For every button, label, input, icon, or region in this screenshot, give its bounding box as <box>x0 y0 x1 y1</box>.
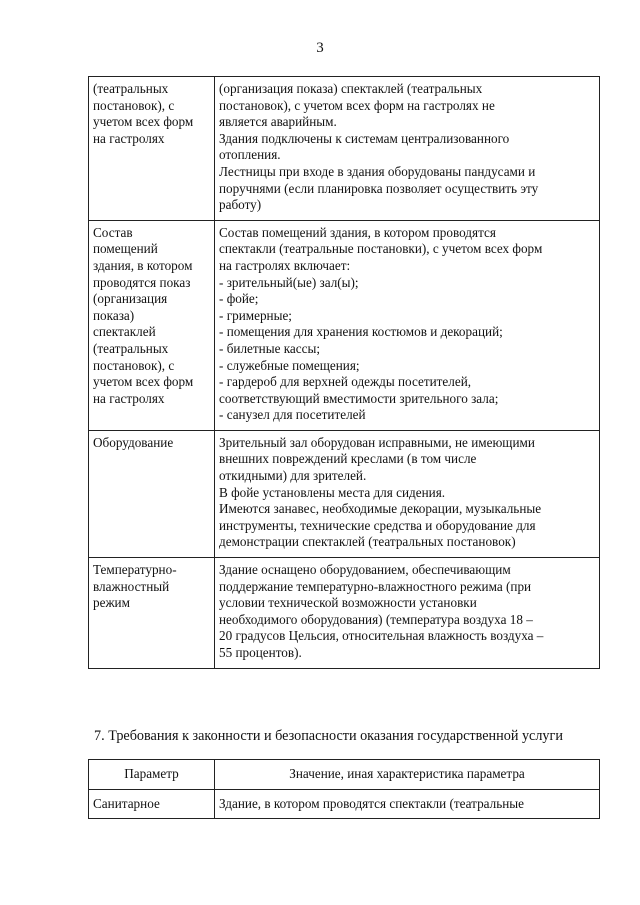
cell-text-line: Лестницы при входе в здания оборудованы пандусами и <box>219 163 536 179</box>
cell-text-line: (организация <box>93 291 168 307</box>
cell-text-line: учетом всех форм <box>93 374 194 390</box>
value-cell <box>215 789 600 819</box>
value-cell <box>215 558 600 669</box>
cell-text-line: отопления. <box>219 147 281 163</box>
table-row <box>89 430 600 557</box>
cell-text-line: (театральных <box>93 81 169 96</box>
cell-text-line: постановок), с учетом всех форм на гастролях не <box>219 97 495 113</box>
cell-text-line: режим <box>93 595 130 611</box>
param-cell <box>89 789 215 819</box>
cell-text-line: - фойе; <box>219 291 259 307</box>
cell-text-line: демонстрации спектаклей (театральных постановок) <box>219 534 516 550</box>
header-value: Значение, иная характеристика параметра <box>215 760 600 790</box>
cell-text-line: внешних повреждений креслами (в том числе <box>219 451 477 467</box>
table-row <box>89 77 600 221</box>
cell-text-line: спектаклей <box>93 324 156 340</box>
cell-text-line: 20 градусов Цельсия, относительная влажность воздуха – <box>219 628 544 644</box>
param-cell <box>89 77 215 221</box>
cell-text-line: Санитарное <box>93 795 160 811</box>
cell-text-line: проводятся показ <box>93 274 191 290</box>
cell-text-line: (театральных <box>93 340 169 356</box>
value-cell <box>215 430 600 557</box>
cell-text-line: инструменты, технические средства и оборудование для <box>219 517 536 533</box>
cell-text-line: Зрительный зал оборудован исправными, не имеющими <box>219 434 535 450</box>
table-row <box>89 558 600 669</box>
cell-text-line: поддержание температурно-влажностного режима (при <box>219 578 532 594</box>
cell-text-line: спектакли (театральные постановки), с учетом всех форм <box>219 241 543 257</box>
section-7-heading: 7. Требования к законности и безопасности оказания государственной услуги <box>94 728 563 744</box>
cell-text-line: Состав <box>93 224 133 240</box>
cell-text-line: постановок), с <box>93 97 175 113</box>
cell-text-line: - санузел для посетителей <box>219 407 366 423</box>
param-cell <box>89 430 215 557</box>
cell-text-line: - гримерные; <box>219 307 292 323</box>
cell-text-line: на гастролях включает: <box>219 257 351 273</box>
value-cell <box>215 77 600 221</box>
table-row <box>89 220 600 430</box>
cell-text-line: (организация показа) спектаклей (театральных <box>219 81 483 96</box>
cell-text-line: Температурно- <box>93 562 177 578</box>
cell-text-line: влажностный <box>93 578 170 594</box>
cell-text-line: откидными) для зрителей. <box>219 468 367 484</box>
requirements-table <box>88 76 600 669</box>
cell-text-line: помещений <box>93 241 158 257</box>
cell-text-line: 55 процентов). <box>219 645 302 660</box>
value-cell <box>215 220 600 430</box>
cell-text-line: поручнями (если планировка позволяет осуществить эту <box>219 180 539 196</box>
cell-text-line: Здание, в котором проводятся спектакли (театральные <box>219 795 525 811</box>
cell-text-line: работу) <box>219 197 262 213</box>
cell-text-line: Имеются занавес, необходимые декорации, музыкальные <box>219 501 542 517</box>
cell-text-line: на гастролях <box>93 130 165 146</box>
table-header-row <box>89 760 600 790</box>
header-param: Параметр <box>89 760 215 790</box>
cell-text-line: учетом всех форм <box>93 114 194 130</box>
cell-text-line: - помещения для хранения костюмов и декораций; <box>219 324 503 340</box>
table-row <box>89 789 600 819</box>
cell-text-line: Здания подключены к системам централизованного <box>219 130 510 146</box>
cell-text-line: показа) <box>93 307 135 323</box>
cell-text-line: необходимого оборудования) (температура воздуха 18 – <box>219 611 533 627</box>
legality-safety-table <box>88 759 600 819</box>
cell-text-line: В фойе установлены места для сидения. <box>219 484 446 500</box>
cell-text-line: Состав помещений здания, в котором проводятся <box>219 224 496 240</box>
param-cell <box>89 220 215 430</box>
cell-text-line: - служебные помещения; <box>219 357 360 373</box>
cell-text-line: соответствующий вместимости зрительного зала; <box>219 390 499 406</box>
page-number: 3 <box>316 40 324 56</box>
cell-text-line: здания, в котором <box>93 257 193 273</box>
cell-text-line: - билетные кассы; <box>219 340 321 356</box>
cell-text-line: Оборудование <box>93 434 174 450</box>
cell-text-line: на гастролях <box>93 390 165 406</box>
cell-text-line: - зрительный(ые) зал(ы); <box>219 274 359 290</box>
cell-text-line: является аварийным. <box>219 114 337 130</box>
cell-text-line: Здание оснащено оборудованием, обеспечивающим <box>219 562 511 578</box>
cell-text-line: - гардероб для верхней одежды посетителей, <box>219 374 472 390</box>
param-cell <box>89 558 215 669</box>
cell-text-line: условии технической возможности установки <box>219 595 477 611</box>
cell-text-line: постановок), с <box>93 357 175 373</box>
